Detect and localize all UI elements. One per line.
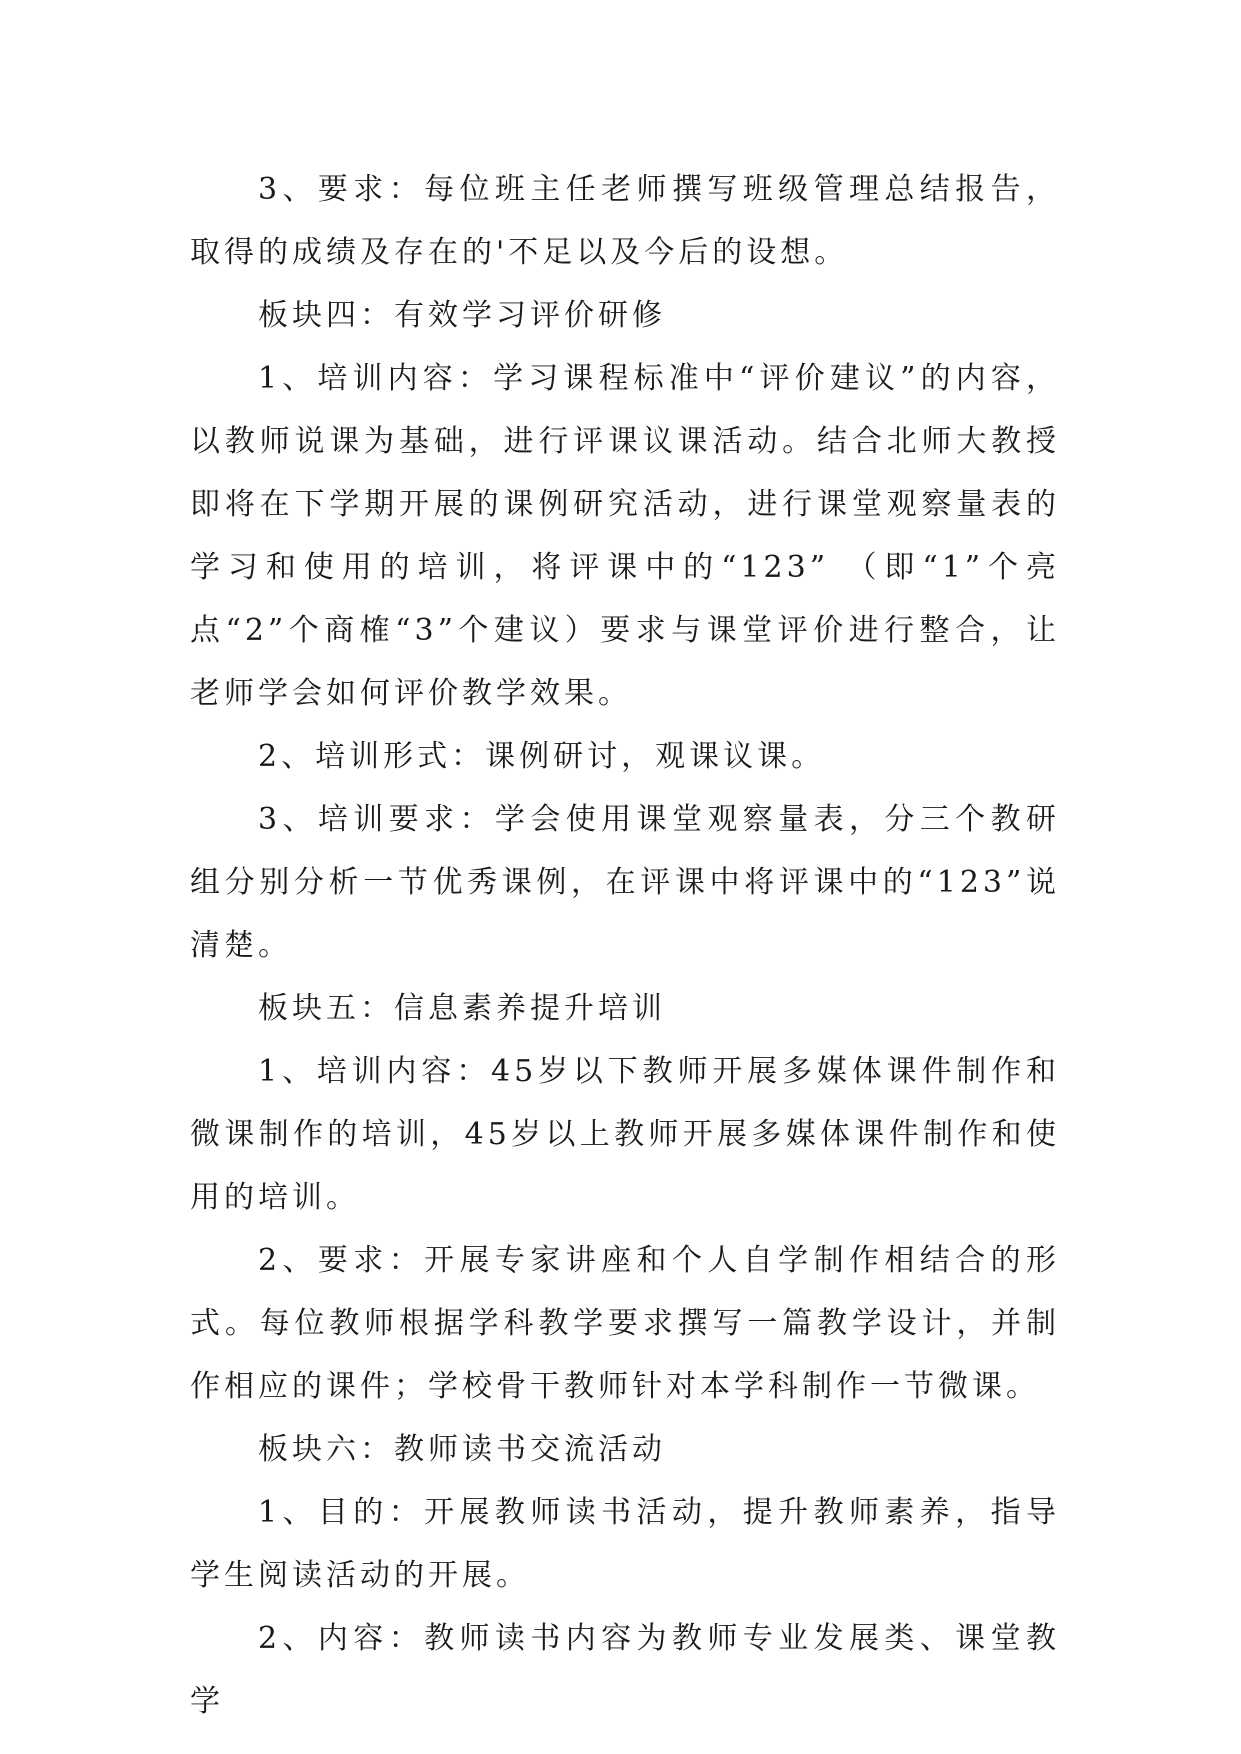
section-heading-5: 板块五：信息素养提升培训: [258, 991, 666, 1026]
paragraph-training-requirement: 3、培训要求：学会使用课堂观察量表，分三个教研组分别分析一节优秀课例，在评课中将评课中的“123”说清楚。: [190, 802, 1060, 963]
paragraph-training-form: 2、培训形式：课例研讨，观课议课。: [258, 739, 826, 774]
paragraph-requirement-3: 3、要求：每位班主任老师撰写班级管理总结报告，取得的成绩及存在的'不足以及今后的设想。: [190, 172, 1060, 270]
paragraph-info-requirement: 2、要求：开展专家讲座和个人自学制作相结合的形式。每位教师根据学科教学要求撰写一篇教学设计，并制作相应的课件；学校骨干教师针对本学科制作一节微课。: [190, 1243, 1060, 1404]
paragraph-reading-content: 2、内容：教师读书内容为教师专业发展类、课堂教学: [190, 1621, 1060, 1719]
paragraph-training-content: 1、培训内容：学习课程标准中“评价建议”的内容，以教师说课为基础，进行评课议课活动。结合北师大教授即将在下学期开展的课例研究活动，进行课堂观察量表的学习和使用的培训，将评课中的“123” （即“1”个亮点“2”个商榷“3”个建议）要求与课堂评价进行整合，让老师学会如何评价教学效果。: [190, 361, 1060, 711]
paragraph-reading-purpose: 1、目的：开展教师读书活动，提升教师素养，指导学生阅读活动的开展。: [190, 1495, 1060, 1593]
paragraph-info-training-content: 1、培训内容：45岁以下教师开展多媒体课件制作和微课制作的培训，45岁以上教师开展多媒体课件制作和使用的培训。: [190, 1054, 1060, 1215]
section-heading-4: 板块四：有效学习评价研修: [258, 298, 666, 333]
section-heading-6: 板块六：教师读书交流活动: [258, 1432, 666, 1467]
document-body: [190, 158, 1060, 1733]
